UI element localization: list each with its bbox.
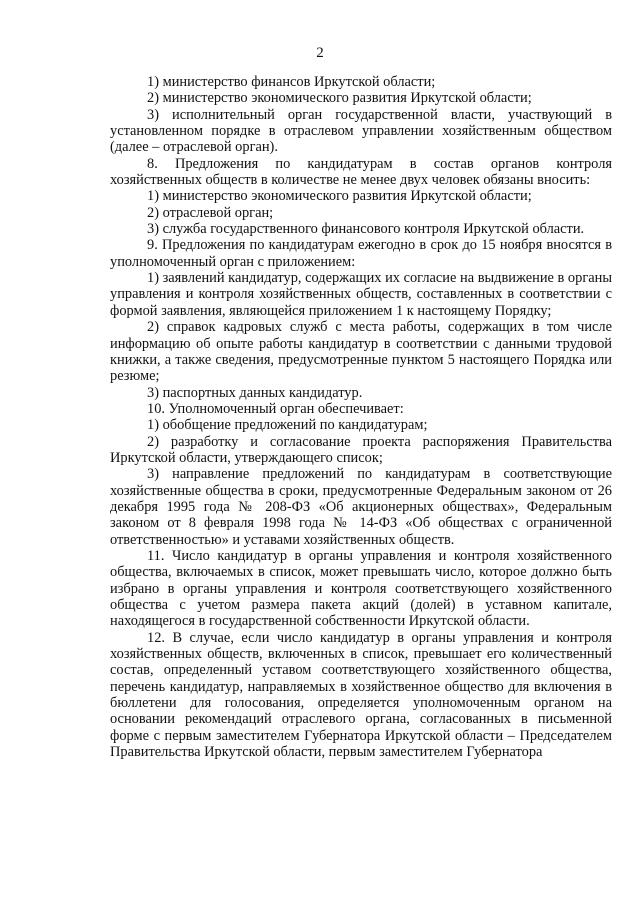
paragraph: 2) справок кадровых служб с места работы, содержащих в том числе информацию об опыте работы кандидатур в соответствии с данными трудовой книжки, а также сведения, предусмотренные пунктом 5 настоящего Порядка или резюме; bbox=[110, 319, 612, 385]
document-body bbox=[110, 74, 612, 760]
paragraph: 1) министерство экономического развития Иркутской области; bbox=[147, 188, 532, 205]
paragraph: 2) министерство экономического развития Иркутской области; bbox=[147, 90, 532, 107]
page-number: 2 bbox=[316, 45, 324, 61]
paragraph: 2) отраслевой орган; bbox=[147, 204, 274, 221]
paragraph: 8. Предложения по кандидатурам в состав органов контроля хозяйственных обществ в количестве не менее двух человек обязаны вносить: bbox=[110, 155, 612, 189]
paragraph: 12. В случае, если число кандидатур в органы управления и контроля хозяйственных обществ, включенных в список, превышает его количественный состав, определенный уставом соответствующего хозяйственного общества, перечень кандидатур, направляемых в хозяйственное общество для включения в бюллетени для голосования, определяется уполномоченным органом на основании рекомендаций отраслевого органа, согласованных в письменной форме с первым заместителем Губернатора Иркутской области – Председателем Правительства Иркутской области, первым заместителем Губернатора bbox=[110, 629, 612, 761]
paragraph: 3) направление предложений по кандидатурам в соответствующие хозяйственные общества в сроки, предусмотренные Федеральным законом от 26 декабря 1995 года № 208-ФЗ «Об акционерных обществах», Федеральным законом от 8 февраля 1998 года № 14-ФЗ «Об обществах с ограниченной ответственностью» и уставами хозяйственных обществ. bbox=[110, 466, 612, 548]
paragraph: 1) заявлений кандидатур, содержащих их согласие на выдвижение в органы управления и контроля хозяйственных обществ, составленных в соответствии с формой заявления, являющейся приложением 1 к настоящему Порядку; bbox=[110, 270, 612, 319]
paragraph: 3) исполнительный орган государственной власти, участвующий в установленном порядке в отраслевом управлении хозяйственным обществом (далее – отраслевой орган). bbox=[110, 106, 612, 156]
paragraph: 2) разработку и согласование проекта распоряжения Правительства Иркутской области, утверждающего список; bbox=[110, 433, 612, 466]
paragraph: 10. Уполномоченный орган обеспечивает: bbox=[147, 400, 404, 417]
paragraph: 3) паспортных данных кандидатур. bbox=[147, 384, 363, 401]
paragraph: 11. Число кандидатур в органы управления и контроля хозяйственного общества, включаемых в список, может превышать число, которое должно быть избрано в органы управления и контроля соответствующего хозяйственного общества с учетом размера пакета акций (долей) в уставном капитале, находящегося в государственной собственности Иркутской области. bbox=[110, 547, 612, 630]
paragraph: 9. Предложения по кандидатурам ежегодно в срок до 15 ноября вносятся в уполномоченный орган с приложением: bbox=[110, 237, 612, 270]
paragraph: 1) министерство финансов Иркутской области; bbox=[147, 74, 436, 90]
paragraph: 3) служба государственного финансового контроля Иркутской области. bbox=[147, 221, 585, 238]
paragraph: 1) обобщение предложений по кандидатурам; bbox=[147, 417, 428, 434]
